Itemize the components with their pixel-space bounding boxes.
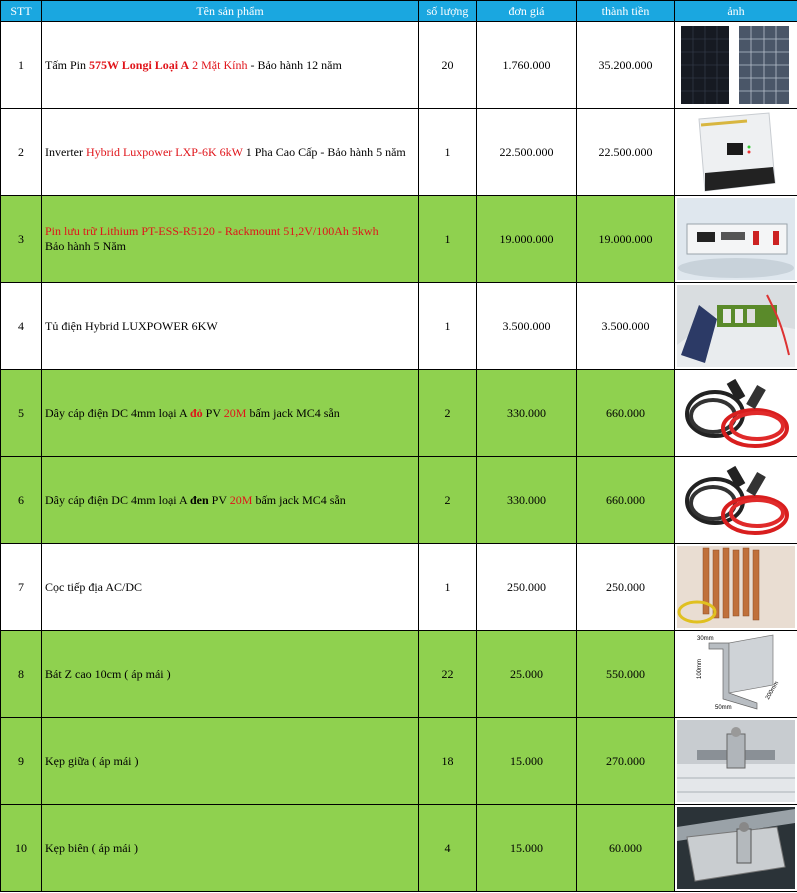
product-name-cell: Pin lưu trữ Lithium PT-ESS-R5120 - Rackmount 51,2V/100Ah 5kwh Bảo hành 5 Năm: [42, 196, 419, 283]
stt-cell: 10: [1, 805, 42, 892]
product-image-cell: [675, 370, 797, 457]
table-row: [1, 109, 797, 196]
quantity-cell: 4: [419, 805, 477, 892]
table-row: [1, 631, 797, 718]
quantity-cell: 20: [419, 22, 477, 109]
quantity-cell: 1: [419, 196, 477, 283]
product-name-cell: Bát Z cao 10cm ( áp mái ): [42, 631, 419, 718]
unit-price-cell: 330.000: [477, 370, 577, 457]
stt-cell: 2: [1, 109, 42, 196]
total-cell: 270.000: [577, 718, 675, 805]
quantity-cell: 1: [419, 283, 477, 370]
mid-clamp-image: [677, 720, 795, 802]
stt-cell: 7: [1, 544, 42, 631]
product-name-cell: Tủ điện Hybrid LUXPOWER 6KW: [42, 283, 419, 370]
header-stt: STT: [1, 1, 42, 22]
stt-cell: 8: [1, 631, 42, 718]
unit-price-cell: 15.000: [477, 805, 577, 892]
dim-label: 30mm: [697, 636, 714, 642]
stt-cell: 5: [1, 370, 42, 457]
product-image-cell: [675, 631, 797, 718]
quantity-cell: 1: [419, 109, 477, 196]
table-row: [1, 718, 797, 805]
dc-cable-image: [677, 459, 795, 541]
header-row: [1, 1, 797, 22]
product-name-cell: Kẹp biên ( áp mái ): [42, 805, 419, 892]
total-cell: 19.000.000: [577, 196, 675, 283]
total-cell: 22.500.000: [577, 109, 675, 196]
product-name-cell: Dây cáp điện DC 4mm loại A đỏ PV 20M bấm jack MC4 sẵn: [42, 370, 419, 457]
unit-price-cell: 1.760.000: [477, 22, 577, 109]
header-total: thành tiền: [577, 1, 675, 22]
inverter-image: [677, 111, 795, 193]
header-product-name: Tên sản phẩm: [42, 1, 419, 22]
solar-panel-image: [677, 24, 795, 106]
unit-price-cell: 15.000: [477, 718, 577, 805]
dc-cable-image: [677, 372, 795, 454]
header-quantity: số lượng: [419, 1, 477, 22]
product-image-cell: [675, 457, 797, 544]
total-cell: 35.200.000: [577, 22, 675, 109]
product-name-cell: Inverter Hybrid Luxpower LXP-6K 6kW 1 Pha Cao Cấp - Bảo hành 5 năm: [42, 109, 419, 196]
quantity-cell: 22: [419, 631, 477, 718]
z-bracket-image: [677, 633, 795, 715]
total-cell: 250.000: [577, 544, 675, 631]
stt-cell: 1: [1, 22, 42, 109]
table-row: [1, 805, 797, 892]
quantity-cell: 18: [419, 718, 477, 805]
product-name-cell: Cọc tiếp địa AC/DC: [42, 544, 419, 631]
table-row: [1, 457, 797, 544]
unit-price-cell: 25.000: [477, 631, 577, 718]
unit-price-cell: 250.000: [477, 544, 577, 631]
stt-cell: 4: [1, 283, 42, 370]
product-image-cell: [675, 109, 797, 196]
unit-price-cell: 19.000.000: [477, 196, 577, 283]
stt-cell: 3: [1, 196, 42, 283]
table-row: [1, 283, 797, 370]
product-image-cell: [675, 544, 797, 631]
header-unit-price: đơn giá: [477, 1, 577, 22]
product-image-cell: [675, 718, 797, 805]
unit-price-cell: 3.500.000: [477, 283, 577, 370]
ground-rod-image: [677, 546, 795, 628]
battery-image: [677, 198, 795, 280]
end-clamp-image: [677, 807, 795, 889]
stt-cell: 9: [1, 718, 42, 805]
dim-label: 200mm: [765, 680, 781, 701]
header-image: ảnh: [675, 1, 797, 22]
total-cell: 60.000: [577, 805, 675, 892]
table-row: [1, 196, 797, 283]
product-name-cell: Dây cáp điện DC 4mm loại A đen PV 20M bấm jack MC4 sẵn: [42, 457, 419, 544]
product-name-cell: Kẹp giữa ( áp mái ): [42, 718, 419, 805]
total-cell: 3.500.000: [577, 283, 675, 370]
dim-label: 50mm: [715, 705, 732, 711]
product-image-cell: [675, 22, 797, 109]
quantity-cell: 2: [419, 370, 477, 457]
unit-price-cell: 22.500.000: [477, 109, 577, 196]
table-row: [1, 370, 797, 457]
product-image-cell: [675, 196, 797, 283]
stt-cell: 6: [1, 457, 42, 544]
table-row: [1, 22, 797, 109]
quantity-cell: 2: [419, 457, 477, 544]
product-name-cell: Tấm Pin 575W Longi Loại A 2 Mặt Kính - Bảo hành 12 năm: [42, 22, 419, 109]
electrical-cabinet-image: [677, 285, 795, 367]
quantity-cell: 1: [419, 544, 477, 631]
product-image-cell: [675, 283, 797, 370]
total-cell: 660.000: [577, 457, 675, 544]
total-cell: 550.000: [577, 631, 675, 718]
unit-price-cell: 330.000: [477, 457, 577, 544]
product-image-cell: [675, 805, 797, 892]
table-row: [1, 544, 797, 631]
total-cell: 660.000: [577, 370, 675, 457]
dim-label: 100mm: [697, 658, 703, 679]
